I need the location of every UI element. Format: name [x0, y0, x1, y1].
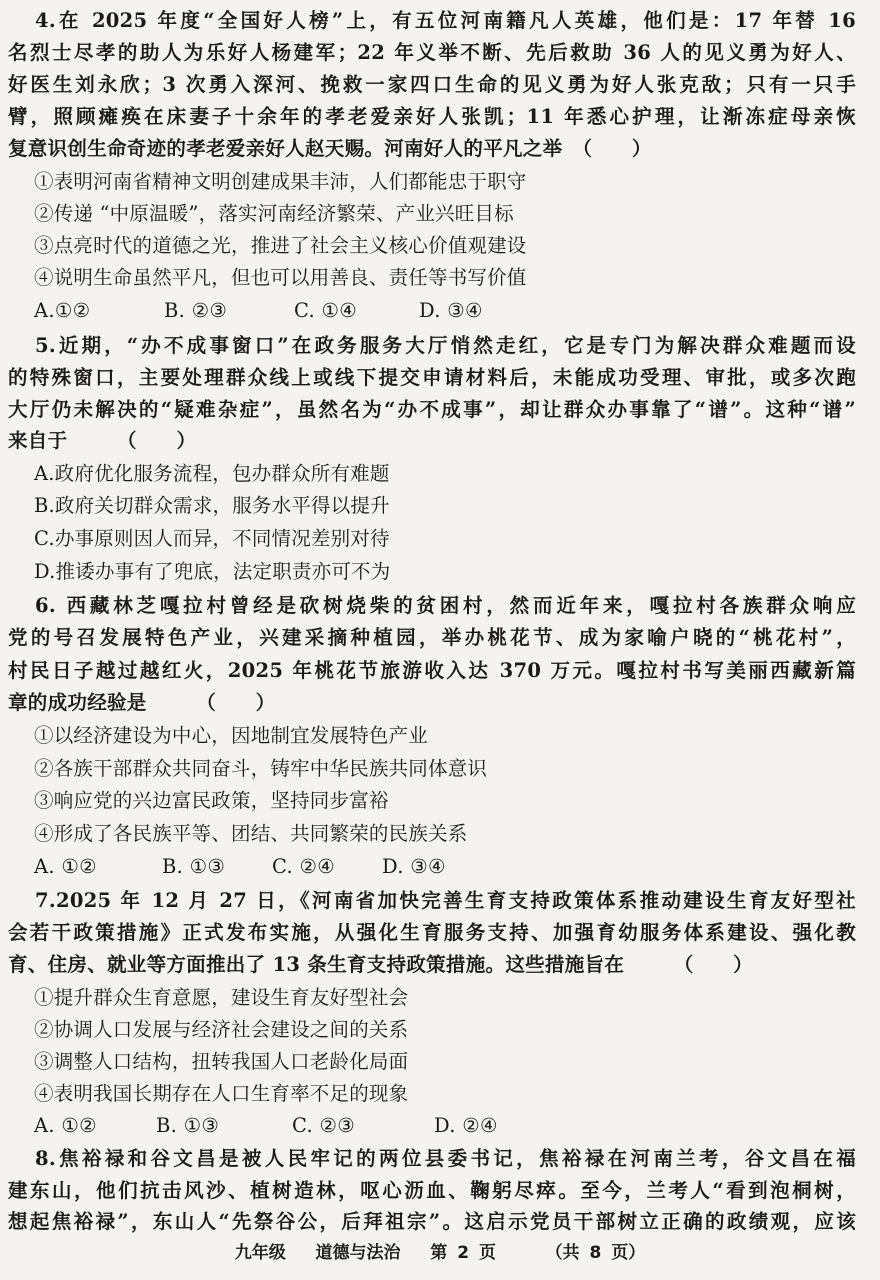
- q7-choice-c: C. ②③: [292, 1114, 356, 1137]
- q7-choice-a: A. ①②: [34, 1114, 97, 1137]
- q7-stem-line-2: 会若干政策措施》正式发布实施，从强化生育服务支持、加强育幼服务体系建设、强化教: [8, 921, 856, 944]
- q6-stem-line-3: 村民日子越过越红火，2025 年桃花节旅游收入达 370 万元。嘎拉村书写美丽西藏新篇: [8, 659, 856, 682]
- q6-answer-choices: [34, 851, 880, 883]
- q8-stem-line-2: 建东山，他们抗击风沙、植树造林，呕心沥血、鞠躬尽瘁。至今，兰考人“看到泡桐树，: [8, 1179, 856, 1202]
- q6-stem-line-4: 章的成功经验是 （ ）: [8, 691, 276, 714]
- footer-page-number: 第 2 页: [430, 1243, 496, 1263]
- q6-option-1: ①以经济建设为中心，因地制宜发展特色产业: [34, 724, 429, 747]
- q5-stem-line-4: 来自于 （ ）: [8, 429, 197, 452]
- q4-option-1: ①表明河南省精神文明创建成果丰沛，人们都能忠于职守: [34, 170, 527, 193]
- q4-choice-a: A.①②: [34, 299, 91, 322]
- q6-stem-line-2: 党的号召发展特色产业，兴建采摘种植园，举办桃花节、成为家喻户晓的“桃花村”，: [8, 626, 856, 649]
- q6-choice-b: B. ①③: [162, 855, 226, 878]
- q4-stem-line-1: 4.在 2025 年度“全国好人榜”上，有五位河南籍凡人英雄，他们是：17 年替 16: [35, 9, 856, 32]
- q6-stem-line-1: 6. 西藏林芝嘎拉村曾经是砍树烧柴的贫困村，然而近年来，嘎拉村各族群众响应: [35, 594, 856, 617]
- q4-option-4: ④说明生命虽然平凡，但也可以用善良、责任等书写价值: [34, 266, 527, 289]
- q4-stem-line-3: 好医生刘永欣；3 次勇入深河、挽救一家四口生命的见义勇为好人张克敌；只有一只手: [8, 73, 856, 96]
- q5-stem-line-2: 的特殊窗口，主要处理群众线上或线下提交申请材料后，未能成功受理、审批，或多次跑: [8, 366, 856, 389]
- q5-stem-line-1: 5.近期，“办不成事窗口”在政务服务大厅悄然走红，它是专门为解决群众难题而设: [35, 334, 856, 357]
- footer-subject: 道德与法治: [315, 1243, 401, 1263]
- q4-choice-d: D. ③④: [419, 299, 483, 322]
- page-footer: [0, 1238, 880, 1263]
- q6-option-3: ③响应党的兴边富民政策，坚持同步富裕: [34, 789, 389, 812]
- q5-option-a: A.政府优化服务流程，包办群众所有难题: [34, 462, 390, 485]
- q6-choice-a: A. ①②: [34, 855, 97, 878]
- q7-choice-d: D. ②④: [434, 1114, 498, 1137]
- q4-choice-b: B. ②③: [164, 299, 228, 322]
- q7-option-4: ④表明我国长期存在人口生育率不足的现象: [34, 1082, 409, 1105]
- q4-stem-line-2: 名烈士尽孝的助人为乐好人杨建军；22 年义举不断、先后救助 36 人的见义勇为好人、: [8, 41, 856, 64]
- q4-choice-c: C. ①④: [294, 299, 358, 322]
- q7-choice-b: B. ①③: [156, 1114, 220, 1137]
- q7-answer-choices: [34, 1110, 880, 1142]
- q7-stem-line-3: 育、住房、就业等方面推出了 13 条生育支持政策措施。这些措施旨在 （ ）: [8, 953, 753, 976]
- q4-answer-choices: [34, 295, 880, 327]
- q5-stem-line-3: 大厅仍未解决的“疑难杂症”，虽然名为“办不成事”，却让群众办事靠了“谱”。这种“谱”: [8, 398, 856, 421]
- q8-stem-line-1: 8.焦裕禄和谷文昌是被人民牢记的两位县委书记，焦裕禄在河南兰考，谷文昌在福: [35, 1147, 856, 1170]
- q4-stem-line-4: 臂，照顾瘫痪在床妻子十余年的孝老爱亲好人张凯；11 年悉心护理，让渐冻症母亲恢: [8, 105, 856, 128]
- q6-option-2: ②各族干部群众共同奋斗，铸牢中华民族共同体意识: [34, 757, 488, 780]
- q7-option-1: ①提升群众生育意愿，建设生育友好型社会: [34, 986, 409, 1009]
- q8-stem-line-3: 想起焦裕禄”，东山人“先祭谷公，后拜祖宗”。这启示党员干部树立正确的政绩观，应该: [8, 1210, 856, 1233]
- q6-choice-c: C. ②④: [272, 855, 336, 878]
- q7-option-2: ②协调人口发展与经济社会建设之间的关系: [34, 1018, 409, 1041]
- q4-stem-line-5: 复意识创生命奇迹的孝老爱亲好人赵天赐。河南好人的平凡之举 （ ）: [8, 137, 652, 160]
- q4-option-3: ③点亮时代的道德之光，推进了社会主义核心价值观建设: [34, 234, 527, 257]
- q5-option-b: B.政府关切群众需求，服务水平得以提升: [34, 494, 390, 517]
- q5-option-d: D.推诿办事有了兜底，法定职责亦可不为: [34, 560, 391, 583]
- q6-choice-d: D. ③④: [382, 855, 446, 878]
- q6-option-4: ④形成了各民族平等、团结、共同繁荣的民族关系: [34, 822, 468, 845]
- footer-grade: 九年级: [234, 1243, 286, 1263]
- q4-option-2: ②传递 “中原温暖”，落实河南经济繁荣、产业兴旺目标: [34, 202, 514, 225]
- q5-option-c: C.办事原则因人而异，不同情况差别对待: [34, 527, 390, 550]
- footer-total-pages: （共 8 页）: [545, 1243, 646, 1263]
- q7-stem-line-1: 7.2025 年 12 月 27 日，《河南省加快完善生育支持政策体系推动建设生育友好型社: [35, 889, 856, 912]
- q7-option-3: ③调整人口结构，扭转我国人口老龄化局面: [34, 1050, 409, 1073]
